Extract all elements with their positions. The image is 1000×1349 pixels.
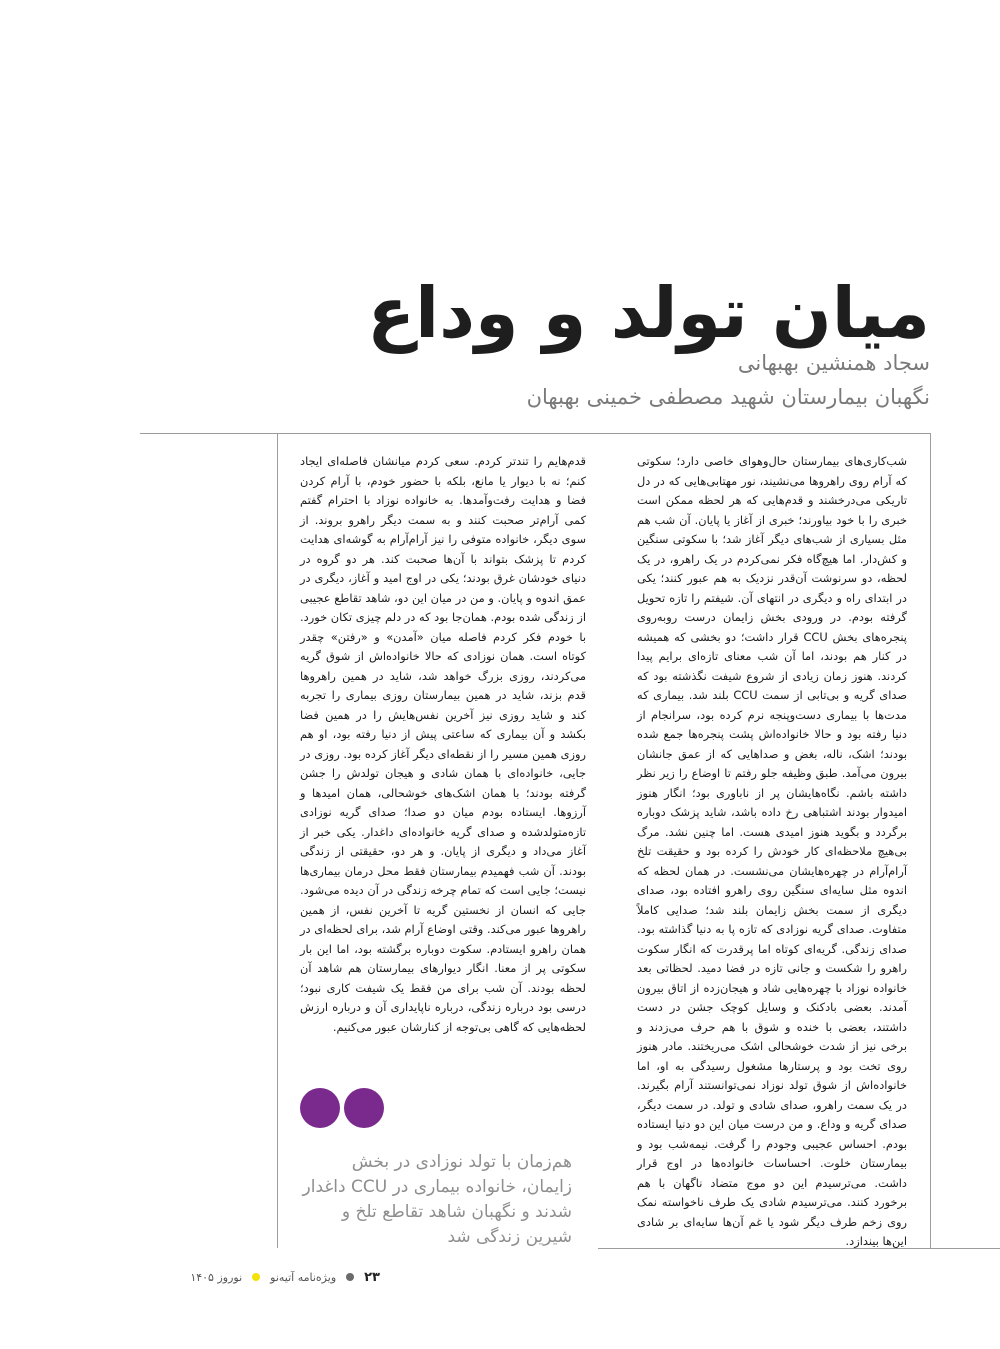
byline [330,346,930,414]
frame-right-rule [930,433,931,1248]
issue-label: نوروز ۱۴۰۵ [190,1270,243,1284]
page-footer [140,1266,380,1288]
quote-icon [300,1080,390,1128]
author-role: نگهبان بیمارستان شهید مصطفی خمینی بهبهان [526,385,930,409]
body-column-right [637,452,907,1252]
body-text-right: شب‌کاری‌های بیمارستان حال‌وهوای خاصی دارد؛ سکوتی که آرام روی راهروها می‌نشیند، نور مهتابی‌هایی که در دل تاریکی می‌درخشند و قدم‌هایی که هر لحظه ممکن است خبری را با خود بیاورند؛ خبری از آغاز یا پایان. آن شب هم مثل بسیاری از شب‌های دیگر آغاز شد؛ با سکوتی سنگین و کش‌دار. اما هیچ‌گاه فکر نمی‌کردم در یک راهرو، در یک لحظه، دو سرنوشت آن‌قدر نزدیک به هم عبور کنند؛ یکی در ابتدای راه و دیگری در انتهای آن. شیفتم را تازه تحویل گرفته بودم. در ورودی بخش زایمان درست روبه‌روی پنجره‌های بخش CCU قرار داشت؛ دو بخشی که همیشه در کنار هم بودند، اما آن شب معنای تازه‌ای برایم پیدا کردند. هنوز زمان زیادی از شروع شیفت نگذشته بود که صدای گریه و بی‌تابی از سمت CCU بلند شد. بیماری که مدت‌ها با بیماری دست‌وپنجه نرم کرده بود، سرانجام از دنیا رفته بود و حالا خانواده‌اش پشت پنجره‌ها جمع شده بودند؛ اشک، ناله، بغض و صداهایی که از عمق جانشان بیرون می‌آمد. طبق وظیفه جلو رفتم تا اوضاع را زیر نظر داشته باشم. نگاه‌هایشان پر از ناباوری بود؛ انگار هنوز امیدوار بودند اشتباهی رخ داده باشد، شاید پزشک دوباره برگردد و بگوید هنوز امیدی هست. اما چنین نشد. مرگ بی‌هیچ ملاحظه‌ای کار خودش را کرده بود و حقیقت تلخ آرام‌آرام در چهره‌هایشان می‌نشست. در همان لحظه که اندوه مثل سایه‌ای سنگین روی راهرو افتاده بود، صدای دیگری از سمت بخش زایمان بلند شد؛ صدایی کاملاً متفاوت. صدای گریه نوزادی که تازه پا به دنیا گذاشته بود. صدای زندگی. گریه‌ای کوتاه اما پرقدرت که انگار سکوت راهرو را شکست و جانی تازه در فضا دمید. لحظاتی بعد خانواده نوزاد با چهره‌هایی شاد و هیجان‌زده از اتاق بیرون آمدند. بعضی بادکنک و وسایل کوچک جشن در دست داشتند، بعضی با خنده و شوق با هم حرف می‌زدند و برخی نیز از شدت خوشحالی اشک می‌ریختند. مادر هنوز روی تخت بود و پرستارها مشغول رسیدگی به او، اما خانواده‌اش از شوق تولد نوزاد نمی‌توانستند آرام بگیرند. در یک سمت راهرو، صدای شادی و تولد. در سمت دیگر، صدای گریه و وداع. و من درست میان این دو دنیا ایستاده بودم. احساس عجیبی وجودم را گرفت. نیمه‌شب بود و بیمارستان خلوت. احساسات خانواده‌ها در اوج قرار داشت. می‌ترسیدم این دو موج متضاد ناگهان با هم برخورد کنند. می‌ترسیدم شادی یک طرف ناخواسته نمک روی زخم طرف دیگر شود یا غم آن‌ها سایه‌ای بر شادی این‌ها بیندازد. [637,454,908,1248]
frame-top-rule [140,433,930,434]
quote-dot-2 [344,1088,384,1128]
footer-dot-yellow [252,1273,260,1281]
magazine-name: ویژه‌نامه آتیه‌نو [270,1270,337,1284]
left-column-rule [277,433,278,1248]
body-text-left: قدم‌هایم را تندتر کردم. سعی کردم میانشان فاصله‌ای ایجاد کنم؛ نه با دیوار یا مانع، بلکه با حضور خودم، با آرام کردن فضا و هدایت رفت‌وآمدها. به خانواده نوزاد با احترام گفتم کمی آرام‌تر صحبت کنند و به سمت دیگر راهرو بروند. از سوی دیگر، خانواده متوفی را نیز آرام‌آرام به گوشه‌ای هدایت کردم تا پزشک بتواند با آن‌ها صحبت کند. هر دو گروه در دنیای خودشان غرق بودند؛ یکی در اوج امید و آغاز، دیگری در عمق اندوه و پایان. و من در میان این دو، شاهد تقاطع عجیبی از زندگی شده بودم. همان‌جا بود که در دلم چیزی تکان خورد. با خودم فکر کردم فاصله میان «آمدن» و «رفتن» چقدر کوتاه است. همان نوزادی که حالا خانواده‌اش از شوق گریه می‌کردند، روزی بزرگ خواهد شد، شاید در همین راهروها قدم بزند، شاید در همین بیمارستان روزی بیماری را تجربه کند و شاید روزی نیز آخرین نفس‌هایش را در همین فضا بکشد و آن بیماری که ساعتی پیش از دنیا رفته بود، او هم روزی همین مسیر را از نقطه‌ای دیگر آغاز کرده بود. روزی در جایی، خانواده‌ای با همان شادی و هیجان تولدش را جشن گرفته بودند؛ با همان اشک‌های خوشحالی، همان امیدها و آرزوها. ایستاده بودم میان دو صدا؛ صدای گریه نوزادی تازه‌متولدشده و صدای گریه خانواده‌ای داغدار. یکی خبر از آغاز می‌داد و دیگری از پایان. و هر دو، حقیقتی از زندگی بودند. آن شب فهمیدم بیمارستان فقط محل درمان بیماری‌ها نیست؛ جایی است که تمام چرخه زندگی در آن دیده می‌شود. جایی که انسان از نخستین گریه تا آخرین نفس، از همین راهروها عبور می‌کند. وقتی اوضاع آرام شد، برای لحظه‌ای در همان راهرو ایستادم. سکوت دوباره برگشته بود، اما این بار سکوتی پر از معنا. انگار دیوارهای بیمارستان هم شاهد آن لحظه بودند. آن شب برای من فقط یک شیفت کاری نبود؛ درسی بود درباره زندگی، درباره ناپایداری آن و درباره ارزش لحظه‌هایی که گاهی بی‌توجه از کنارشان عبور می‌کنیم. [300,454,586,1034]
footer-dot-gray [346,1273,354,1281]
author-name: سجاد همنشین بهبهانی [737,351,930,375]
body-column-left [300,452,586,1037]
quote-dot-1 [300,1088,340,1128]
page-number: ۲۳ [364,1269,380,1285]
article-title: میان تولد و وداع [367,272,930,354]
pull-quote: هم‌زمان با تولد نوزادی در بخش زایمان، خانواده بیماری در CCU داغدار شدند و نگهبان شاهد تقاطع تلخ و شیرین زندگی شد [302,1152,572,1247]
